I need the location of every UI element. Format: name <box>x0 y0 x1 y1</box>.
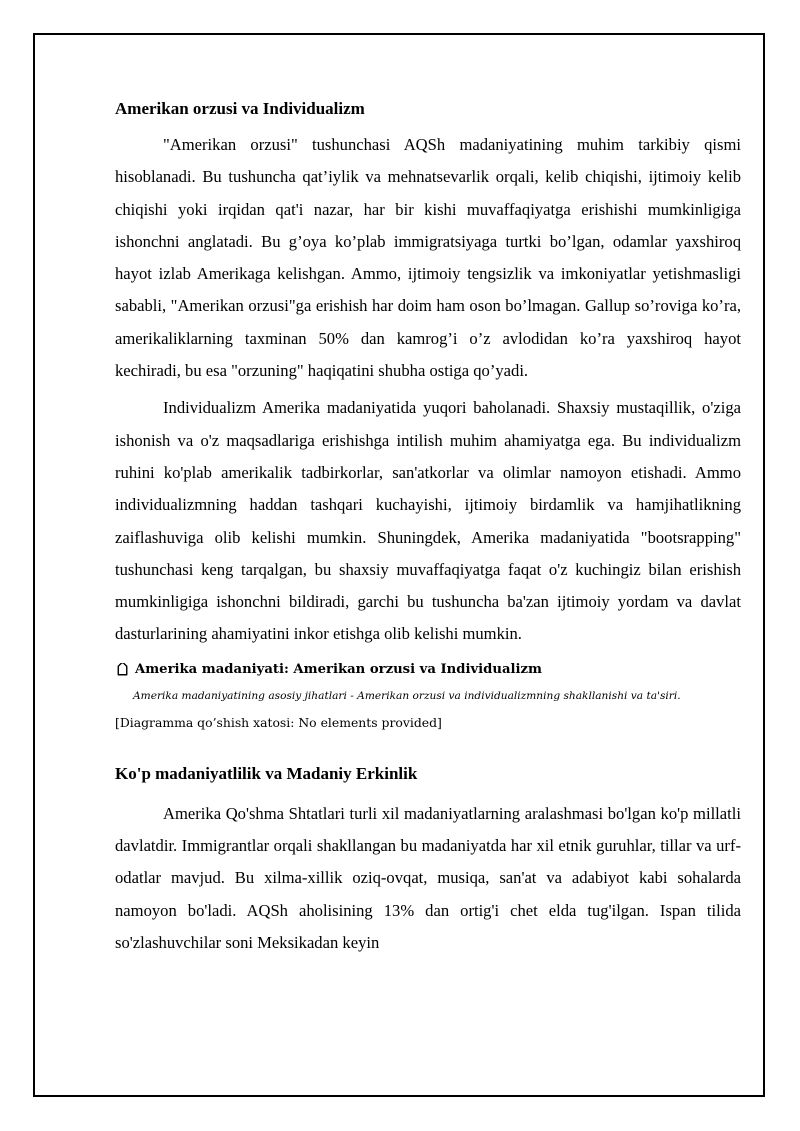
diagram-error-message: [Diagramma qo’shish xatosi: No elements provided] <box>115 714 442 730</box>
paragraph-individualism: Individualizm Amerika madaniyatida yuqori baholanadi. Shaxsiy mustaqillik, o'ziga ishonish va o'z maqsadlariga erishishga intilish muhim ahamiyatga ega. Bu individualizm ruhini ko'plab amerikalik tadbirkorlar, san'atkorlar va olimlar namoyon etishadi. Ammo individualizmning haddan tashqari kuchayishi, ijtimoiy birdamlik va hamjihatlikning zaiflashuviga olib kelishi mumkin. Shuningdek, Amerika madaniyatida "bootsrapping" tushunchasi keng tarqalgan, bu shaxsiy muvaffaqiyatga faqat o'z kuchingiz bilan erishish mumkinligiga ishonchni bildiradi, garchi bu tushuncha ba'zan ijtimoiy yordam va davlat dasturlarining ahamiyatini inkor etishga olib kelishi mumkin. <box>115 398 741 644</box>
figure-caption-title <box>115 661 741 679</box>
paragraph-multiculturalism: Amerika Qo'shma Shtatlari turli xil madaniyatlarning aralashmasi bo'lgan ko'p millatli davlatdir. Immigrantlar orqali shakllangan bu madaniyatda har xil etnik guruhlar, tillar va urf-odatlar mavjud. Bu xilma-xillik oziq-ovqat, musiqa, san'at va adabiyot kabi sohalarda namoyon bo'ladi. AQSh aholisining 13% dan ortig'i chet elda tug'ilgan. Ispan tilida so'zlashuvchilar soni Meksikadan keyin <box>115 803 741 952</box>
section-heading-american-dream: Amerikan orzusi va Individualizm <box>115 99 365 118</box>
document-content <box>115 97 741 964</box>
paragraph-american-dream: "Amerikan orzusi" tushunchasi AQSh madaniyatining muhim tarkibiy qismi hisoblanadi. Bu tushuncha qat’iylik va mehnatsevarlik orqali, kelib chiqishi, ijtimoiy kelib chiqishi yoki irqidan qat'i nazar, har bir kishi muvaffaqiyatga erishishi mumkinligiga ishonchni anglatadi. Bu g’oya ko’plab immigratsiyaga turtki bo’lgan, odamlar yaxshiroq hayot izlab Amerikaga kelishgan. Ammo, ijtimoiy tengsizlik va imkoniyatlar yetishmasligi sababli, "Amerikan orzusi"ga erishish har doim ham oson bo’lmagan. Gallup so’roviga ko’ra, amerikaliklarning taxminan 50% dan kamrog’i o’z avlodidan ko’ra yaxshiroq hayot kechiradi, bu esa "orzuning" haqiqatini shubha ostiga qo’yadi. <box>115 135 741 381</box>
figure-title-text: Amerika madaniyati: Amerikan orzusi va Individualizm <box>135 661 542 677</box>
figure-caption-subtitle: Amerika madaniyatining asosiy jihatlari - Amerikan orzusi va individualizmning shakllanishi va ta'siri. <box>133 689 681 702</box>
section-heading-multiculturalism: Ko'p madaniyatlilik va Madaniy Erkinlik <box>115 763 418 783</box>
tag-icon <box>115 663 129 677</box>
